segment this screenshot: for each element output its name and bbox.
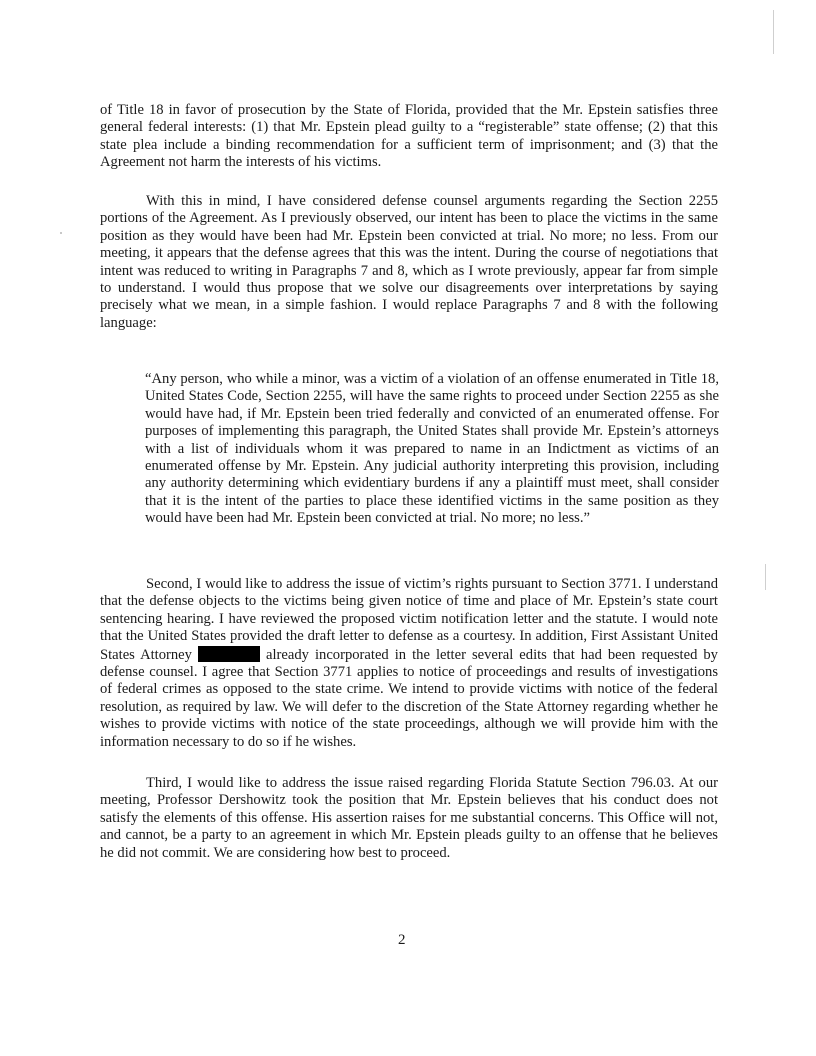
page-number: 2 [398,932,406,948]
proposed-replacement-language: “Any person, who while a minor, was a victim of a violation of an offense enumerated in Title 18, United States Code, Section 2255, will have the same rights to proceed under Section 2255 as she would have had, if Mr. Epstein been tried federally and convicted of an enumerated offense. For purposes of implementing this paragraph, the United States shall provide Mr. Epstein’s attorneys with a list of individuals whom it was prepared to name in an Indictment as victims of an enumerated offense by Mr. Epstein. Any judicial authority interpreting this provision, including any authority determining which evidentiary burdens if any a plaintiff must meet, shall consider that it is the intent of the parties to place these identified victims in the same position as they would have been had Mr. Epstein been convicted at trial. No more; no less.” [145,371,719,527]
redaction-block [198,646,260,662]
paragraph-title-18-interests: of Title 18 in favor of prosecution by the State of Florida, provided that the Mr. Epstein satisfies three general federal interests: (1) that Mr. Epstein plead guilty to a “registerable” state offense; (2) that this state plea include a binding recommendation for a sufficient term of imprisonment; and (3) that the Agreement not harm the interests of his victims. [100,102,718,171]
scan-dust-mark [60,232,62,234]
paragraph-victims-rights-part-2: already incorporated in the letter several edits that had been requested by defense counsel. I agree that Section 3771 applies to notice of proceedings and results of investigations of federal crimes as opposed to the state crime. We intend to provide victims with notice of the federal resolution, as required by law. We will defer to the discretion of the State Attorney regarding whether he wishes to provide victims with notice of the state proceedings, although we will provide him with the information necessary to do so if he wishes. [100,646,718,750]
paragraph-victims-rights-3771 [100,576,718,751]
paragraph-section-2255: With this in mind, I have considered defense counsel arguments regarding the Section 2255 portions of the Agreement. As I previously observed, our intent has been to place the victims in the same position as they would have been had Mr. Epstein been convicted at trial. No more; no less. From our meeting, it appears that the defense agrees that this was the intent. During the course of negotiations that intent was reduced to writing in Paragraphs 7 and 8, which as I wrote previously, appear far from simple to understand. I would thus propose that we solve our disagreements over interpretations by saying precisely what we mean, in a simple fashion. I would replace Paragraphs 7 and 8 with the following language: [100,193,718,331]
paragraph-victims-rights-part-1: Second, I would like to address the issue of victim’s rights pursuant to Section 3771. I understand that the defense objects to the victims being given notice of time and place of Mr. Epstein’s state court sentencing hearing. I have reviewed the proposed victim notification letter and the statute. I would note that the United States provided the draft letter to defense as a courtesy. In addition, First Assistant United States Attorney [100,576,718,663]
paragraph-florida-statute-796: Third, I would like to address the issue raised regarding Florida Statute Section 796.03. At our meeting, Professor Dershowitz took the position that Mr. Epstein believes that his conduct does not satisfy the elements of this offense. His assertion raises for me substantial concerns. This Office will not, and cannot, be a party to an agreement in which Mr. Epstein pleads guilty to an offense that he believes he did not commit. We are considering how best to proceed. [100,775,718,861]
scan-margin-mark-top [773,10,774,54]
scan-margin-mark-middle [765,564,766,590]
